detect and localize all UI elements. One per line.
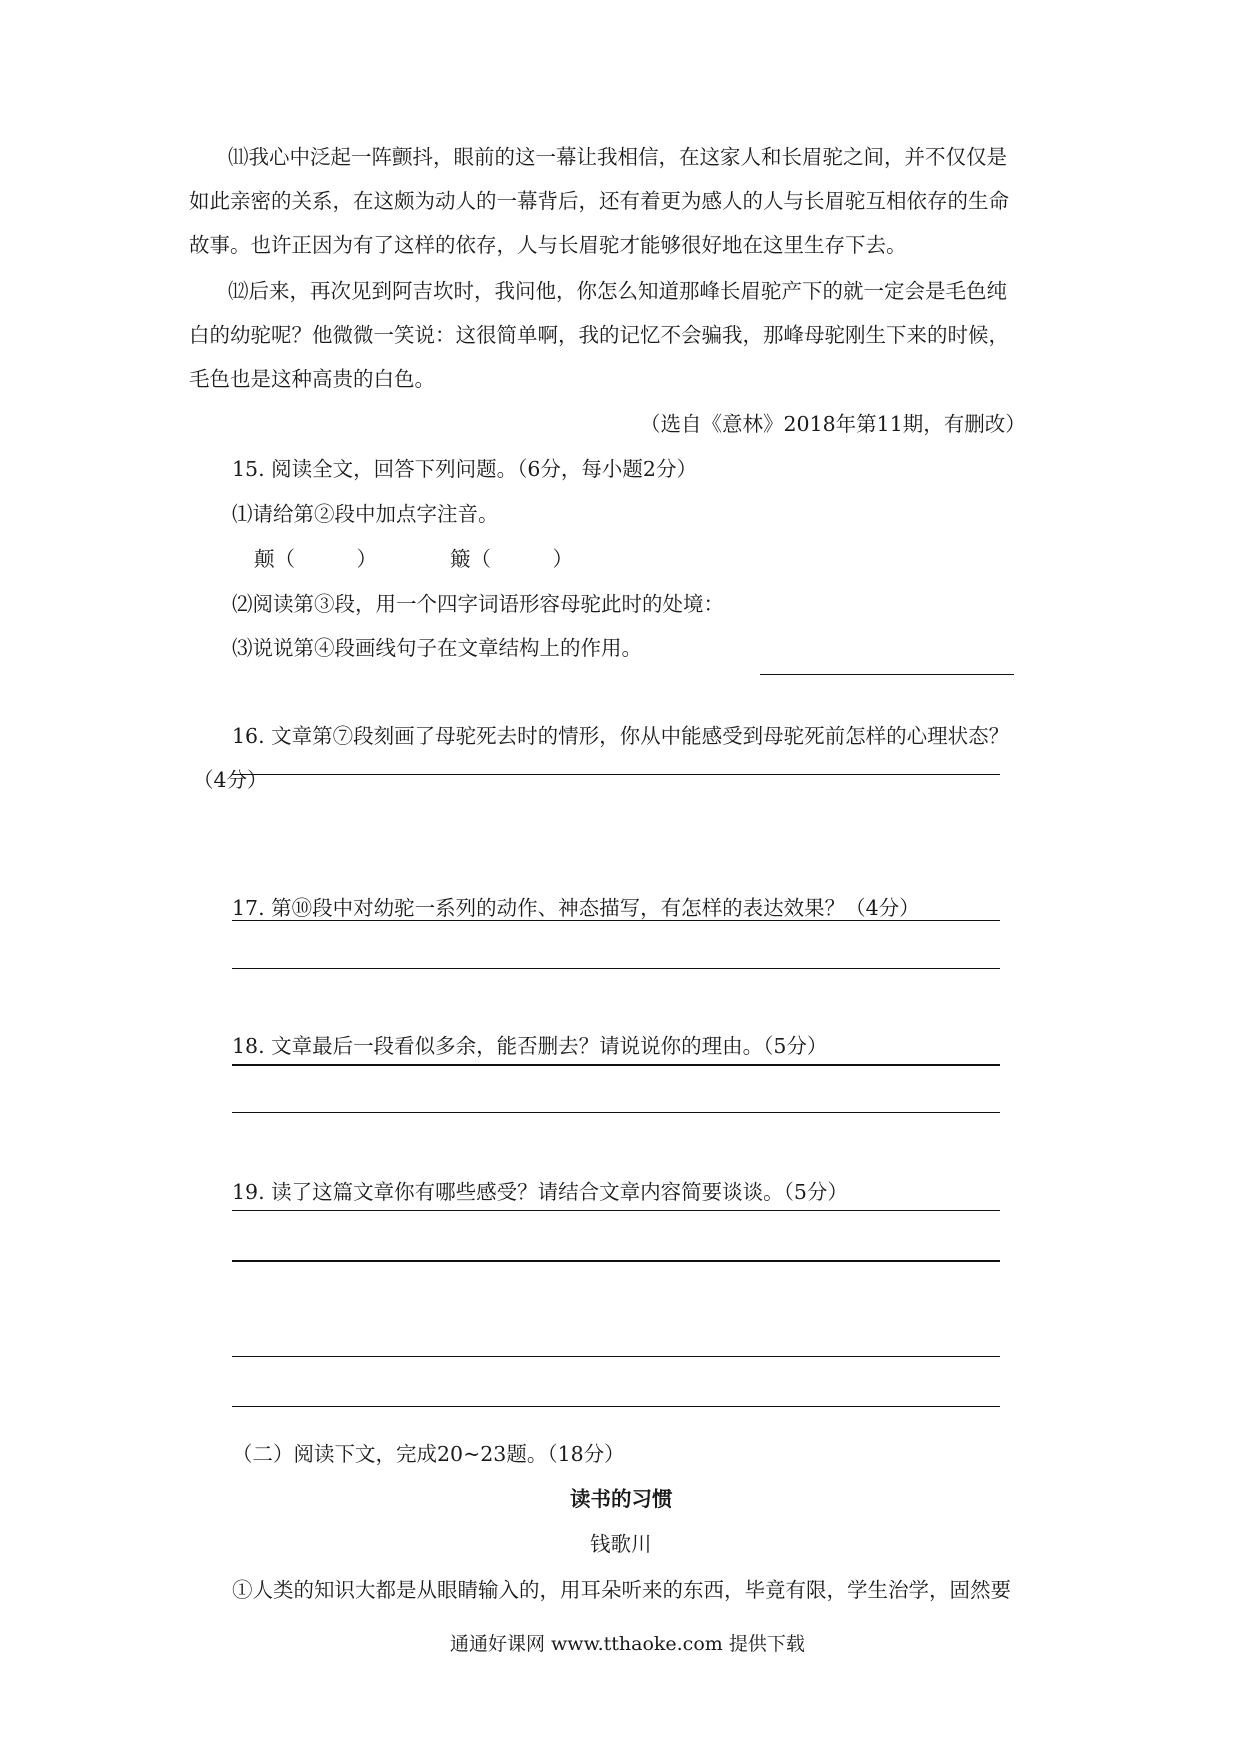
paragraph-12-line-1: ⑿后来，再次见到阿吉坎时，我问他，你怎么知道那峰长眉驼产下的就一定会是毛色纯 xyxy=(228,279,1007,303)
question-16-line-1: 16. 文章第⑦段刻画了母驼死去时的情形，你从中能感受到母驼死前怎样的心理状态？ xyxy=(232,724,1010,748)
question-19: 19. 读了这篇文章你有哪些感受？请结合文章内容简要谈谈。（5分） xyxy=(232,1180,848,1204)
question-15-sub-3: ⑶说说第④段画线句子在文章结构上的作用。 xyxy=(232,636,642,660)
answer-line-q19-1[interactable] xyxy=(232,1356,1000,1357)
answer-line-q17-1[interactable] xyxy=(232,1064,1000,1066)
answer-line-q16-2[interactable] xyxy=(232,968,1000,969)
paragraph-11-line-2: 如此亲密的关系，在这颇为动人的一幕背后，还有着更为感人的人与长眉驼互相依存的生命 xyxy=(189,189,1009,213)
article-author: 钱歌川 xyxy=(590,1532,652,1556)
question-15-sub-2: ⑵阅读第③段，用一个四字词语形容母驼此时的处境： xyxy=(232,592,724,616)
answer-line-q17-2[interactable] xyxy=(232,1112,1000,1113)
source-citation: （选自《意林》2018年第11期，有删改） xyxy=(640,412,1026,436)
article-paragraph-1: ①人类的知识大都是从眼睛输入的，用耳朵听来的东西，毕竟有限，学生治学，固然要 xyxy=(232,1578,1011,1602)
answer-line-q18-2[interactable] xyxy=(232,1260,1000,1262)
question-15-stem: 15. 阅读全文，回答下列问题。（6分，每小题2分） xyxy=(232,457,697,481)
article-title: 读书的习惯 xyxy=(570,1487,673,1511)
paragraph-12-line-2: 白的幼驼呢？他微微一笑说：这很简单啊，我的记忆不会骗我，那峰母驼刚生下来的时候， xyxy=(189,323,1009,347)
pinyin-blank-1: 颠（ ） xyxy=(254,547,377,571)
answer-line-q15-2[interactable] xyxy=(760,674,1014,675)
question-15-sub-1: ⑴请给第②段中加点字注音。 xyxy=(232,502,499,526)
answer-line-q19-2[interactable] xyxy=(232,1406,1000,1407)
page-footer: 通通好课网 www.tthaoke.com 提供下载 xyxy=(450,1633,805,1655)
answer-line-q15-3[interactable] xyxy=(232,774,1000,775)
paragraph-11-line-3: 故事。也许正因为有了这样的依存，人与长眉驼才能够很好地在这里生存下去。 xyxy=(189,233,907,257)
paragraph-12-line-3: 毛色也是这种高贵的白色。 xyxy=(189,367,435,391)
section-2-heading: （二）阅读下文，完成20~23题。（18分） xyxy=(232,1442,625,1466)
question-18: 18. 文章最后一段看似多余，能否删去？请说说你的理由。（5分） xyxy=(232,1034,828,1058)
answer-line-q18-1[interactable] xyxy=(232,1210,1000,1211)
paragraph-11-line-1: ⑾我心中泛起一阵颤抖，眼前的这一幕让我相信，在这家人和长眉驼之间，并不仅仅是 xyxy=(228,145,1007,169)
pinyin-blank-2: 簸（ ） xyxy=(450,547,573,571)
question-17: 17. 第⑩段中对幼驼一系列的动作、神态描写，有怎样的表达效果？（4分） xyxy=(232,896,920,920)
question-16-line-2: （4分） xyxy=(193,768,268,792)
